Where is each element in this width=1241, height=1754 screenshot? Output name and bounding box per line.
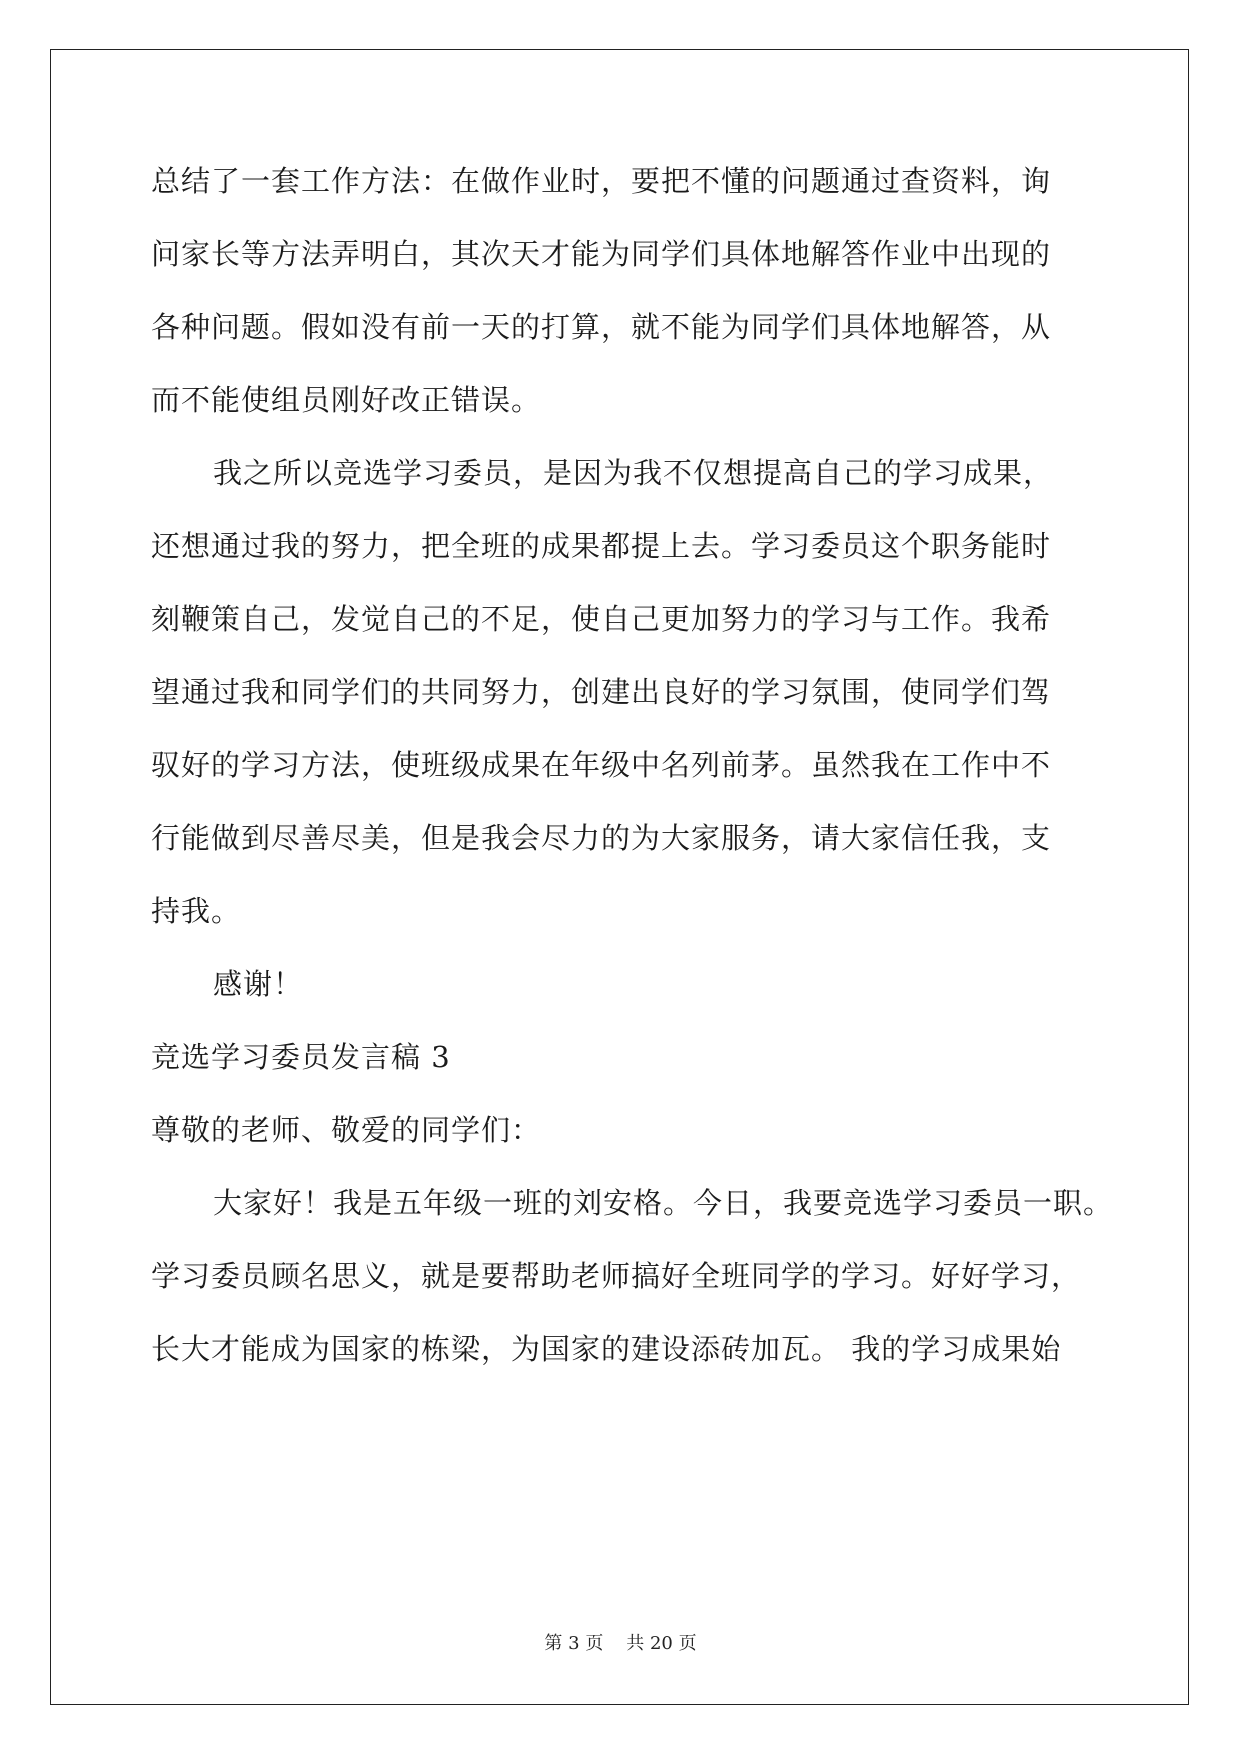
text-line: 驭好的学习方法，使班级成果在年级中名列前茅。虽然我在工作中不 bbox=[151, 748, 1052, 782]
page-footer bbox=[0, 1632, 1241, 1656]
page-number: 第 3 页 bbox=[544, 1633, 604, 1654]
text-line: 学习委员顾名思义，就是要帮助老师搞好全班同学的学习。好好学习， bbox=[151, 1259, 1082, 1293]
salutation: 尊敬的老师、敬爱的同学们： bbox=[151, 1113, 542, 1147]
page-total: 共 20 页 bbox=[626, 1633, 697, 1654]
paragraph-start-line: 大家好！我是五年级一班的刘安格。今日，我要竞选学习委员一职。 bbox=[213, 1186, 1114, 1220]
paragraph-start-line: 我之所以竞选学习委员，是因为我不仅想提高自己的学习成果， bbox=[213, 456, 1054, 490]
text-line: 问家长等方法弄明白，其次天才能为同学们具体地解答作业中出现的 bbox=[151, 237, 1052, 271]
text-line: 而不能使组员刚好改正错误。 bbox=[151, 383, 542, 417]
section-heading: 竞选学习委员发言稿 3 bbox=[151, 1040, 451, 1074]
text-line: 还想通过我的努力，把全班的成果都提上去。学习委员这个职务能时 bbox=[151, 529, 1052, 563]
text-line: 行能做到尽善尽美，但是我会尽力的为大家服务，请大家信任我，支 bbox=[151, 821, 1052, 855]
closing-thanks: 感谢！ bbox=[213, 967, 304, 1001]
text-line: 各种问题。假如没有前一天的打算，就不能为同学们具体地解答，从 bbox=[151, 310, 1052, 344]
text-line: 望通过我和同学们的共同努力，创建出良好的学习氛围，使同学们驾 bbox=[151, 675, 1052, 709]
text-line: 刻鞭策自己，发觉自己的不足，使自己更加努力的学习与工作。我希 bbox=[151, 602, 1052, 636]
text-line: 持我。 bbox=[151, 894, 242, 928]
text-line: 长大才能成为国家的栋梁，为国家的建设添砖加瓦。 我的学习成果始 bbox=[151, 1332, 1062, 1366]
page-border bbox=[50, 49, 1189, 1705]
text-line: 总结了一套工作方法：在做作业时，要把不懂的问题通过查资料，询 bbox=[151, 164, 1052, 198]
